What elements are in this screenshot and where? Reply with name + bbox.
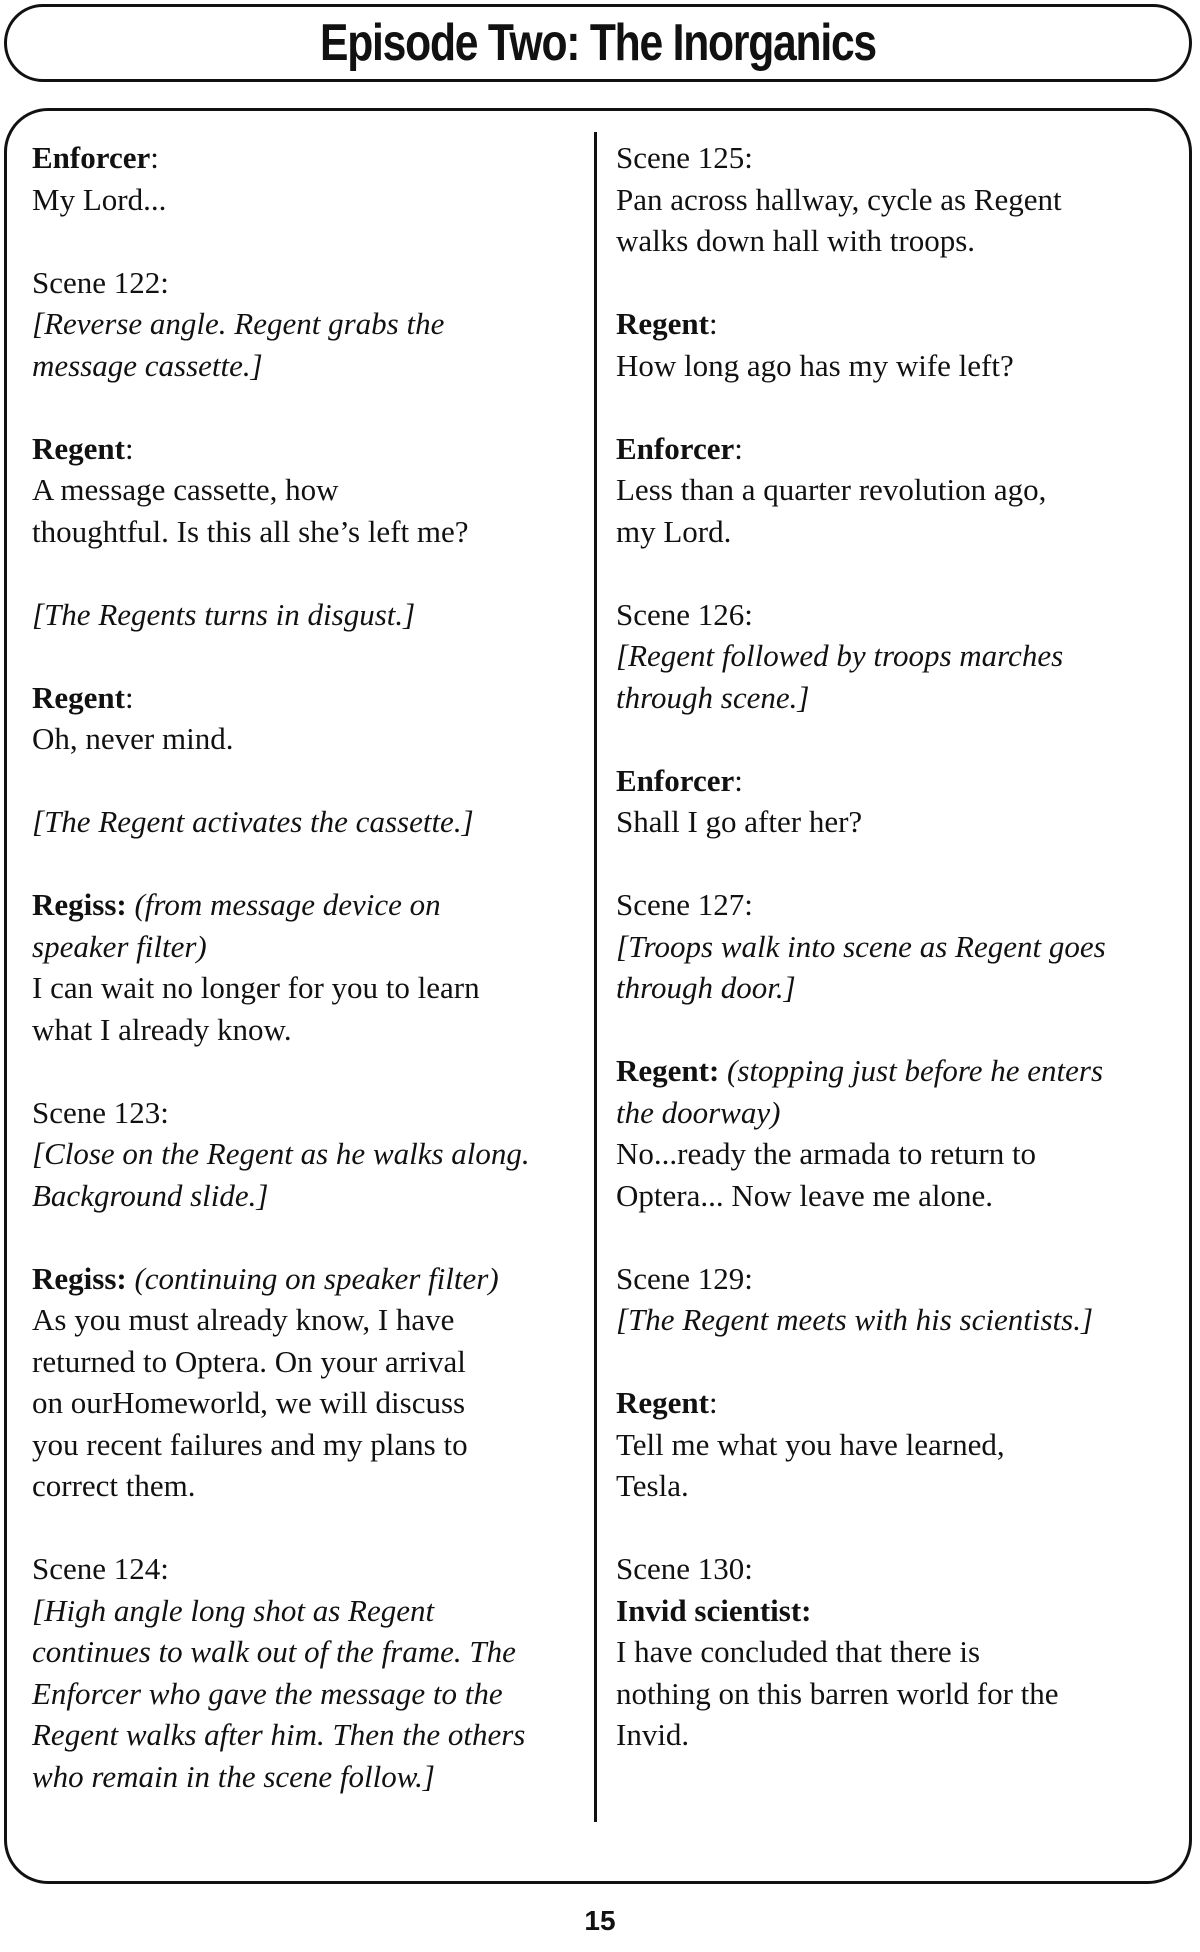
dialogue-text: Pan across hallway, cycle as Regent (616, 181, 1062, 217)
script-line (32, 1465, 592, 1507)
dialogue-text: No...ready the armada to return to (616, 1136, 1037, 1171)
script-block (616, 760, 1176, 843)
script-column-right (616, 137, 1176, 1797)
dialogue-text: thoughtful. Is this all she’s left me? (32, 513, 469, 549)
script-line (32, 137, 592, 179)
script-line (32, 1133, 592, 1175)
speaker-suffix: : (734, 430, 743, 466)
speaker-name: Regiss: (32, 1260, 127, 1296)
column-divider (594, 132, 597, 1822)
script-line (616, 635, 1176, 677)
stage-direction: [The Regent activates the cassette.] (32, 804, 474, 839)
script-line (32, 1424, 592, 1466)
script-block (616, 428, 1176, 553)
script-line (616, 1673, 1176, 1715)
script-block (32, 677, 592, 760)
script-line (32, 1631, 592, 1673)
page-number: 15 (584, 1905, 616, 1936)
stage-direction: [The Regent meets with his scientists.] (616, 1302, 1094, 1337)
dialogue-text: Scene 130: (616, 1551, 753, 1586)
script-line (616, 1714, 1176, 1756)
stage-direction: [Regent followed by troops marches (616, 638, 1064, 673)
script-line (32, 1382, 592, 1424)
speaker-name: Regent (32, 430, 125, 466)
dialogue-text: Scene 124: (32, 1551, 169, 1586)
dialogue-text: my Lord. (616, 513, 732, 549)
script-block (616, 1382, 1176, 1507)
script-line (616, 1175, 1176, 1217)
script-block (616, 594, 1176, 719)
script-line (32, 801, 592, 843)
dialogue-text: Scene 129: (616, 1260, 753, 1296)
dialogue-text: you recent failures and my plans to (32, 1426, 468, 1462)
speaker-suffix: : (124, 430, 134, 466)
dialogue-text: Scene 122: (32, 264, 169, 300)
script-line (32, 884, 592, 926)
speaker-name: Regent (616, 1385, 709, 1420)
script-line (616, 1133, 1176, 1175)
script-line (32, 1175, 592, 1217)
stage-direction: speaker filter) (32, 928, 207, 964)
script-block (32, 1548, 592, 1797)
script-block (616, 884, 1176, 1009)
page-title: Episode Two: The Inorganics (320, 14, 876, 72)
script-line (32, 1299, 592, 1341)
script-line (616, 926, 1176, 968)
script-line (616, 760, 1176, 802)
dialogue-text: Scene 126: (616, 596, 753, 632)
script-line (616, 967, 1176, 1009)
stage-direction: [Reverse angle. Regent grabs the (32, 306, 445, 341)
dialogue-text: Scene 125: (616, 140, 753, 175)
script-line (616, 884, 1176, 926)
script-line (616, 1631, 1176, 1673)
dialogue-text: Tesla. (616, 1468, 689, 1503)
speaker-name: Regent: (616, 1053, 720, 1088)
script-line (32, 179, 592, 221)
speaker-name: Enforcer (616, 762, 735, 798)
script-line (616, 1050, 1176, 1092)
dialogue-text: correct them. (32, 1468, 196, 1503)
stage-direction: through scene.] (616, 679, 810, 715)
stage-direction: (stopping just before he enters (727, 1053, 1104, 1088)
script-line (616, 428, 1176, 470)
speaker-suffix: : (708, 1385, 718, 1420)
script-block (616, 1548, 1176, 1756)
dialogue-text: How long ago has my wife left? (616, 347, 1014, 383)
stage-direction: (from message device on (134, 887, 441, 922)
stage-direction: [The Regents turns in disgust.] (32, 596, 416, 632)
script-line (616, 677, 1176, 719)
dialogue-text: returned to Optera. On your arrival (32, 1343, 466, 1379)
script-line (616, 1424, 1176, 1466)
dialogue-text: what I already know. (32, 1011, 292, 1047)
script-line (616, 511, 1176, 553)
speaker-suffix (719, 1053, 727, 1088)
stage-direction: Enforcer who gave the message to the (32, 1675, 503, 1711)
script-line (616, 303, 1176, 345)
script-line (616, 345, 1176, 387)
speaker-suffix: : (150, 140, 159, 175)
script-line (32, 1092, 592, 1134)
script-line (32, 1258, 592, 1300)
script-line (616, 1258, 1176, 1300)
script-block (32, 137, 592, 220)
dialogue-text: Tell me what you have learned, (616, 1426, 1005, 1462)
speaker-name: Enforcer (32, 140, 151, 175)
stage-direction: [Close on the Regent as he walks along. (32, 1136, 530, 1171)
stage-direction: through door.] (616, 970, 796, 1005)
script-block (32, 884, 592, 1050)
speaker-name: Regiss: (32, 887, 127, 922)
speaker-name: Regent (32, 679, 125, 715)
script-line (32, 1009, 592, 1051)
stage-direction: message cassette.] (32, 347, 263, 383)
script-line (32, 677, 592, 719)
stage-direction: Regent walks after him. Then the others (32, 1717, 526, 1752)
dialogue-text: My Lord... (32, 181, 167, 217)
dialogue-text: Oh, never mind. (32, 721, 234, 756)
script-line (32, 1756, 592, 1798)
dialogue-text: walks down hall with troops. (616, 223, 976, 258)
script-column-left (32, 137, 592, 1839)
script-block (616, 1050, 1176, 1216)
script-line (616, 137, 1176, 179)
script-block (32, 1258, 592, 1507)
dialogue-text: Shall I go after her? (616, 804, 863, 839)
dialogue-text: I can wait no longer for you to learn (32, 970, 480, 1005)
script-line (616, 801, 1176, 843)
script-line (32, 1341, 592, 1383)
script-line (616, 1465, 1176, 1507)
script-line (32, 1590, 592, 1632)
script-line (616, 1382, 1176, 1424)
script-line (616, 594, 1176, 636)
script-line (32, 469, 592, 511)
stage-direction: the doorway) (616, 1094, 781, 1130)
script-line (616, 1299, 1176, 1341)
speaker-name: Regent (616, 306, 709, 341)
script-block (32, 428, 592, 553)
speaker-suffix: : (734, 762, 743, 798)
script-line (32, 594, 592, 636)
dialogue-text: Scene 127: (616, 887, 753, 922)
stage-direction: who remain in the scene follow.] (32, 1758, 435, 1794)
dialogue-text: nothing on this barren world for the (616, 1675, 1059, 1711)
script-line (32, 262, 592, 304)
dialogue-text: on ourHomeworld, we will discuss (32, 1385, 466, 1420)
script-block (616, 137, 1176, 262)
dialogue-text: Scene 123: (32, 1094, 169, 1130)
script-block (32, 262, 592, 387)
script-block (616, 1258, 1176, 1341)
dialogue-text: A message cassette, how (32, 472, 339, 507)
script-line (32, 926, 592, 968)
script-line (616, 220, 1176, 262)
script-line (616, 1092, 1176, 1134)
stage-direction: (continuing on speaker filter) (134, 1260, 499, 1296)
script-line (32, 1673, 592, 1715)
stage-direction: [Troops walk into scene as Regent goes (616, 928, 1106, 964)
script-line (616, 179, 1176, 221)
script-line (32, 428, 592, 470)
script-block (32, 1092, 592, 1217)
script-line (32, 345, 592, 387)
script-line (616, 1590, 1176, 1632)
script-block (32, 801, 592, 843)
script-line (32, 718, 592, 760)
speaker-suffix: : (124, 679, 134, 715)
speaker-suffix: : (708, 306, 718, 341)
script-line (616, 469, 1176, 511)
dialogue-text: As you must already know, I have (32, 1302, 455, 1337)
stage-direction: continues to walk out of the frame. The (32, 1634, 516, 1669)
episode-title-banner (4, 4, 1192, 82)
script-line (32, 511, 592, 553)
script-line (32, 1714, 592, 1756)
stage-direction: [High angle long shot as Regent (32, 1592, 435, 1628)
script-line (32, 1548, 592, 1590)
dialogue-text: I have concluded that there is (616, 1634, 981, 1669)
script-line (32, 967, 592, 1009)
dialogue-text: Invid. (616, 1717, 690, 1752)
speaker-name: Enforcer (616, 430, 735, 466)
script-line (616, 1548, 1176, 1590)
stage-direction: Background slide.] (32, 1177, 269, 1213)
script-block (32, 594, 592, 636)
dialogue-text: Less than a quarter revolution ago, (616, 472, 1047, 507)
script-line (32, 303, 592, 345)
speaker-name: Invid scientist: (616, 1592, 812, 1628)
script-block (616, 303, 1176, 386)
dialogue-text: Optera... Now leave me alone. (616, 1177, 994, 1213)
